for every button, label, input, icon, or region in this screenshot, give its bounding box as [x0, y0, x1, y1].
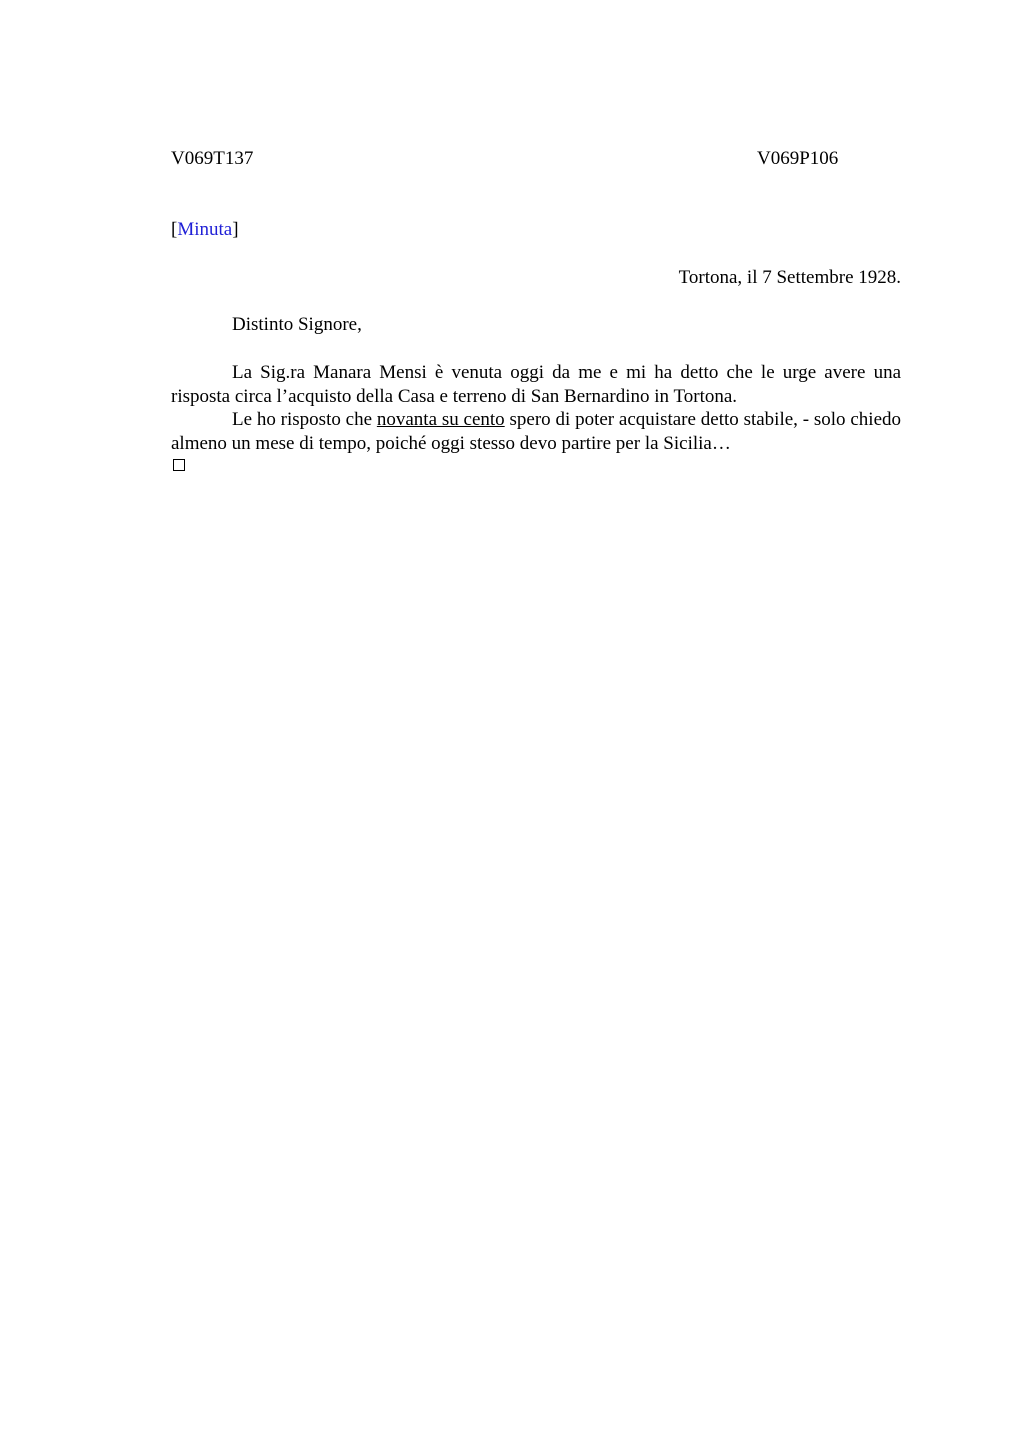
open-bracket: [	[171, 219, 178, 240]
salutation: Distinto Signore,	[232, 314, 362, 335]
letter-body	[171, 361, 901, 455]
empty-checkbox-icon[interactable]	[173, 459, 185, 471]
minuta-note	[171, 218, 239, 241]
document-code-left: V069T137	[171, 148, 254, 169]
document-code-right: V069P106	[757, 148, 839, 169]
underlined-phrase: novanta su cento	[376, 409, 505, 430]
paragraph-2-end: spero di poter acquistare detto stabile, - solo chiedo almeno un mese di tempo, poiché oggi stesso devo partire per la Sicilia…	[171, 409, 902, 454]
date-line: Tortona, il 7 Settembre 1928.	[678, 267, 901, 288]
paragraph-2	[171, 408, 901, 455]
minuta-link[interactable]: Minuta	[177, 219, 233, 240]
paragraph-1: La Sig.ra Manara Mensi è venuta oggi da me e mi ha detto che le urge avere una risposta circa l’acquisto della Casa e terreno di San Bernardino in Tortona.	[171, 362, 901, 407]
close-bracket: ]	[232, 219, 239, 240]
paragraph-2-start: Le ho risposto che	[232, 409, 377, 430]
